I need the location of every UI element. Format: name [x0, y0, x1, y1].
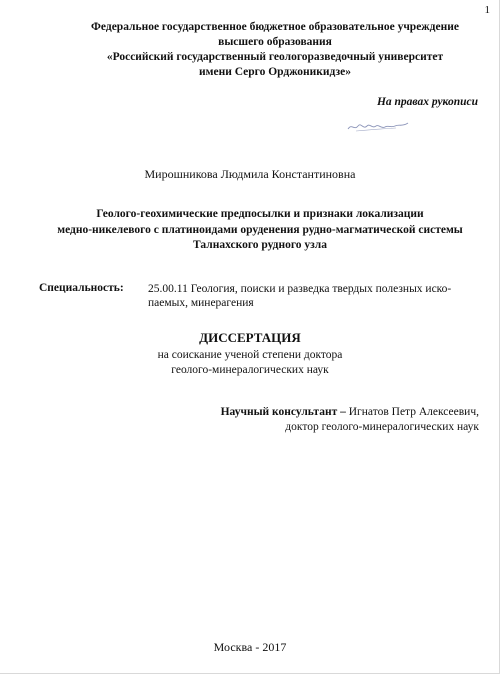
thesis-title-line-2: медно-никелевого с платиноидами оруденения рудно-магматической системы — [57, 223, 463, 236]
thesis-title — [20, 207, 500, 254]
consultant-name: Игнатов Петр Алексеевич, — [345, 406, 479, 418]
consultant-title: доктор геолого-минералогических наук — [285, 421, 479, 433]
institution-line-3: «Российский государственный геологоразведочный университет — [106, 51, 444, 63]
specialty-text — [148, 282, 470, 310]
thesis-title-line-3: Талнахского рудного узла — [193, 239, 327, 251]
consultant-line-1 — [221, 405, 479, 420]
author-name: Мирошникова Людмила Константиновна — [144, 167, 356, 181]
footer-city-year: Москва - 2017 — [213, 640, 287, 654]
rights-note: На правах рукописи — [376, 96, 478, 108]
degree — [0, 348, 500, 378]
institution-line-1: Федеральное государственное бюджетное образовательное учреждение — [91, 21, 459, 33]
document-type: ДИССЕРТАЦИЯ — [199, 330, 301, 345]
specialty-line-1: 25.00.11 Геология, поиски и разведка твердых полезных иско- — [148, 283, 452, 295]
consultant — [221, 405, 479, 435]
specialty-label: Специальность: — [39, 282, 124, 294]
institution-line-2: высшего образования — [218, 36, 332, 48]
specialty-line-2: паемых, минерагения — [148, 297, 254, 309]
signature — [346, 117, 412, 135]
degree-line-2: геолого-минералогических наук — [171, 364, 329, 376]
thesis-title-line-1: Геолого-геохимические предпосылки и признаки локализации — [96, 208, 424, 220]
consultant-label: Научный консультант – — [220, 406, 346, 418]
page-number: 1 — [484, 4, 490, 16]
institution-line-4: имени Серго Орджоникидзе» — [199, 66, 351, 78]
institution-header — [55, 20, 495, 80]
degree-line-1: на соискание ученой степени доктора — [157, 349, 343, 361]
